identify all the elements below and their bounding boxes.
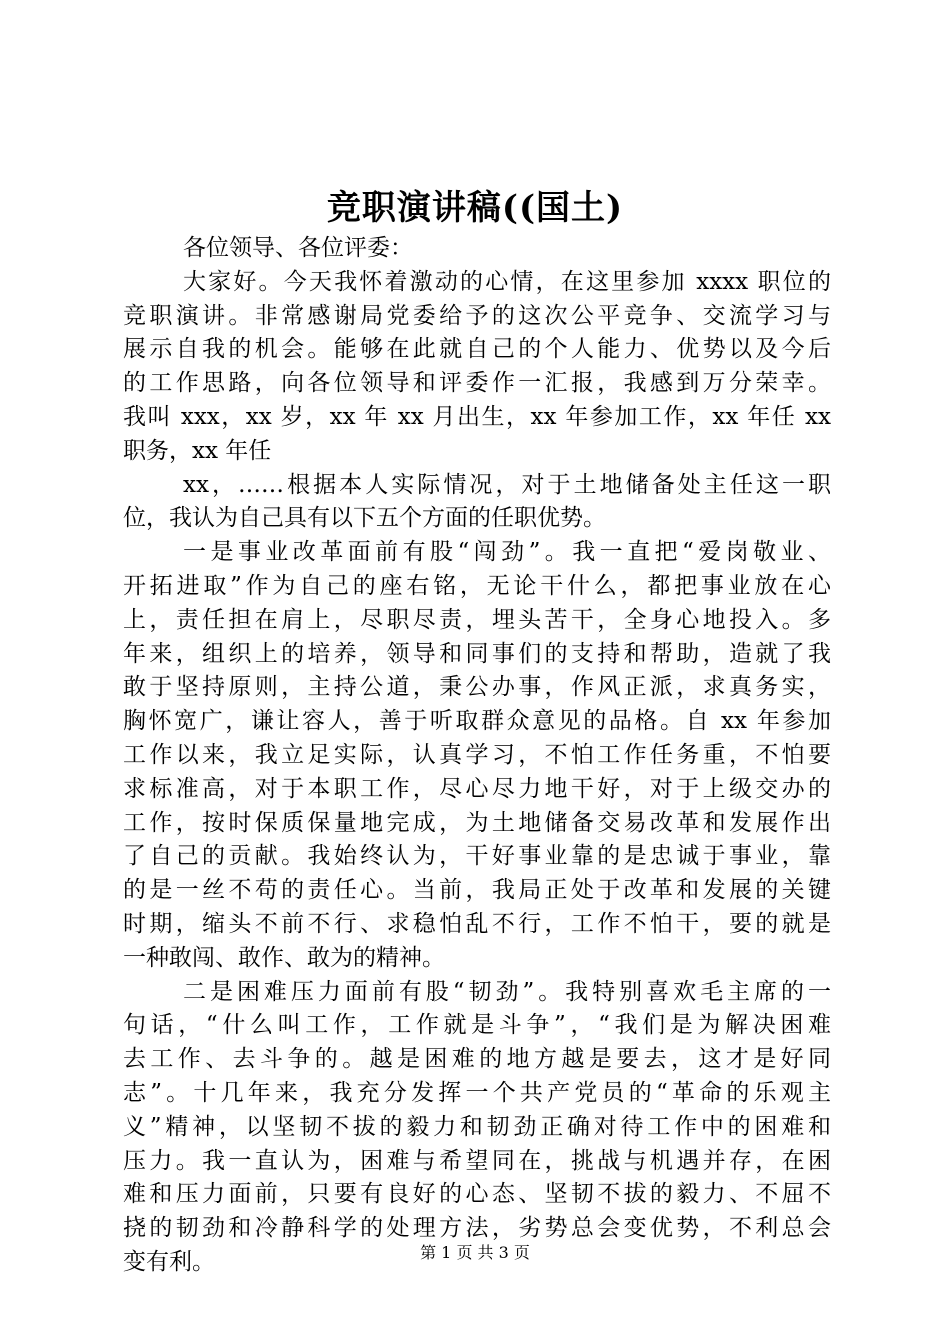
text-line: 上，责任担在肩上，尽职尽责，埋头苦干，全身心地投入。多 — [123, 606, 831, 633]
text-line: 二是困难压力面前有股“韧劲”。我特别喜欢毛主席的一 — [183, 978, 831, 1005]
text-line: 开拓进取”作为自己的座右铭，无论干什么，都把事业放在心 — [123, 572, 831, 599]
document-title: 竞职演讲稿((国土) — [326, 188, 624, 228]
text-line: 义”精神，以坚韧不拔的毅力和韧劲正确对待工作中的困难和 — [123, 1113, 831, 1140]
text-line: 的是一丝不苟的责任心。当前，我局正处于改革和发展的关键 — [123, 877, 831, 904]
text-line: 工作，按时保质保量地完成，为土地储备交易改革和发展作出 — [123, 809, 831, 836]
text-line: 挠的韧劲和冷静科学的处理方法，劣势总会变优势，不利总会 — [123, 1215, 831, 1242]
text-line: 一是事业改革面前有股“闯劲”。我一直把“爱岗敬业、 — [183, 539, 831, 566]
text-line: 变有利。 — [123, 1248, 215, 1275]
text-line: 胸怀宽广，谦让容人，善于听取群众意见的品格。自 xx 年参加 — [123, 708, 831, 735]
text-line: 大家好。今天我怀着激动的心情，在这里参加 xxxx 职位的 — [183, 268, 831, 295]
text-line: 去工作、去斗争的。越是困难的地方越是要去，这才是好同 — [123, 1046, 831, 1073]
document-body — [123, 232, 831, 1280]
page-footer: 第 1 页 共 3 页 — [420, 1243, 530, 1262]
text-line: 各位领导、各位评委： — [183, 235, 413, 261]
text-line: 了自己的贡献。我始终认为，干好事业靠的是忠诚于事业，靠 — [123, 843, 831, 870]
text-line: 的工作思路，向各位领导和评委作一汇报，我感到万分荣幸。 — [123, 370, 831, 397]
text-line: 一种敢闯、敢作、敢为的精神。 — [123, 944, 445, 971]
text-line: 我叫 xxx，xx 岁，xx 年 xx 月出生，xx 年参加工作，xx 年任 xx — [123, 403, 831, 430]
text-line: 展示自我的机会。能够在此就自己的个人能力、优势以及今后 — [123, 336, 831, 363]
text-line: 位，我认为自己具有以下五个方面的任职优势。 — [123, 505, 606, 532]
text-line: 难和压力面前，只要有良好的心态、坚韧不拔的毅力、不屈不 — [123, 1181, 831, 1208]
text-line: xx，……根据本人实际情况，对于土地储备处主任这一职 — [183, 471, 831, 498]
text-line: 敢于坚持原则，主持公道，秉公办事，作风正派，求真务实， — [123, 674, 831, 701]
text-line: 句话，“什么叫工作，工作就是斗争”，“我们是为解决困难 — [123, 1012, 831, 1039]
text-line: 工作以来，我立足实际，认真学习，不怕工作任务重，不怕要 — [123, 741, 831, 768]
text-line: 压力。我一直认为，困难与希望同在，挑战与机遇并存，在困 — [123, 1147, 831, 1174]
text-line: 求标准高，对于本职工作，尽心尽力地干好，对于上级交办的 — [123, 775, 831, 802]
text-line: 志”。十几年来，我充分发挥一个共产党员的“革命的乐观主 — [123, 1079, 831, 1106]
text-line: 职务，xx 年任 — [123, 437, 272, 464]
text-line: 年来，组织上的培养，领导和同事们的支持和帮助，造就了我 — [123, 640, 831, 667]
text-line: 时期，缩头不前不行、求稳怕乱不行，工作不怕干，要的就是 — [123, 910, 831, 937]
text-line: 竞职演讲。非常感谢局党委给予的这次公平竞争、交流学习与 — [123, 302, 831, 329]
